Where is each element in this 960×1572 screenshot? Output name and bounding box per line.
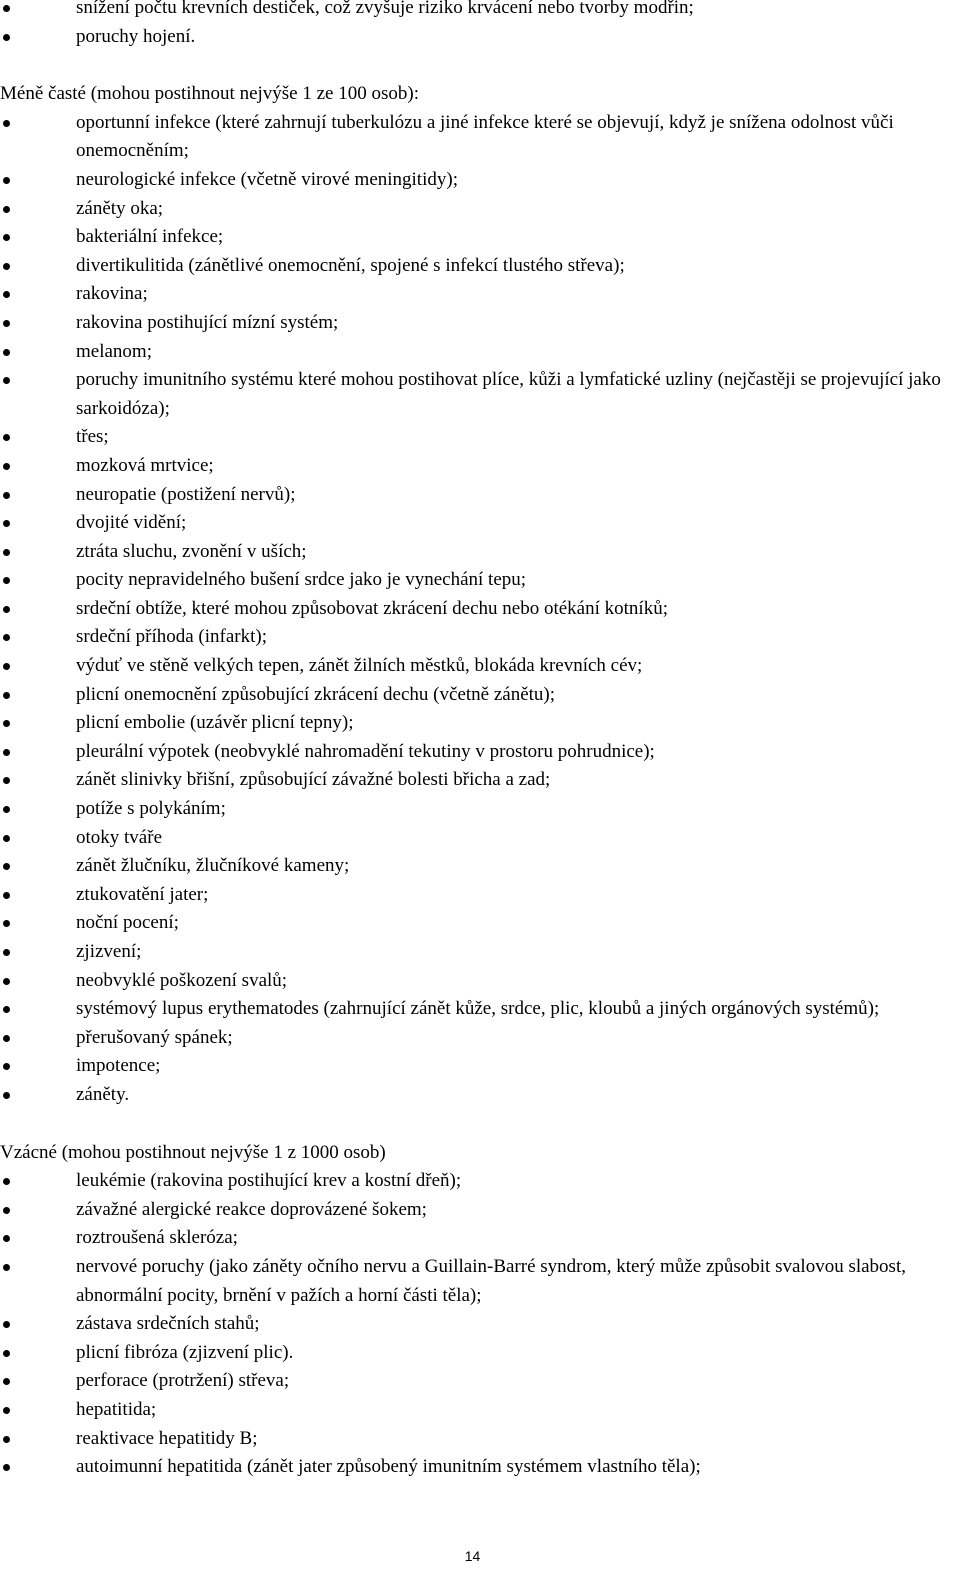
list-item-text: divertikulitida (zánětlivé onemocnění, spojené s infekcí tlustého střeva);	[76, 254, 625, 276]
list-item	[0, 852, 960, 881]
list-item	[0, 481, 960, 510]
list-item	[0, 166, 960, 195]
bullet-icon	[3, 1178, 10, 1185]
list-item-text: záněty.	[76, 1083, 130, 1105]
list-item-text: leukémie (rakovina postihující krev a kostní dřeň);	[76, 1170, 462, 1192]
list-item-text: plicní embolie (uzávěr plicní tepny);	[76, 712, 354, 734]
list-item	[0, 252, 960, 281]
list-item-text: třes;	[76, 426, 109, 448]
bullet-icon	[3, 1035, 10, 1042]
list-item	[0, 195, 960, 224]
bullet-list-rare	[0, 1167, 960, 1482]
bullet-icon	[3, 1092, 10, 1099]
bullet-icon	[3, 463, 10, 470]
list-item	[0, 623, 960, 652]
list-item-text: záněty oka;	[76, 197, 164, 219]
list-item	[0, 1396, 960, 1425]
bullet-icon	[3, 234, 10, 241]
list-item-text: ztráta sluchu, zvonění v uších;	[76, 540, 307, 562]
bullet-icon	[3, 1350, 10, 1357]
list-item-text: zánět žlučníku, žlučníkové kameny;	[76, 855, 350, 877]
list-item-text: srdeční obtíže, které mohou způsobovat zkrácení dechu nebo otékání kotníků;	[76, 597, 668, 619]
list-item	[0, 881, 960, 910]
bullet-icon	[3, 634, 10, 641]
bullet-icon	[3, 377, 10, 384]
list-item-text: hepatitida;	[76, 1398, 157, 1420]
list-item	[0, 0, 960, 23]
list-item	[0, 824, 960, 853]
list-item-text: rakovina;	[76, 283, 148, 305]
bullet-icon	[3, 606, 10, 613]
list-item	[0, 1253, 960, 1310]
bullet-list-top	[0, 0, 960, 51]
bullet-icon	[3, 177, 10, 184]
section-heading-uncommon: Méně časté (mohou postihnout nejvýše 1 ze 100 osob):	[0, 83, 419, 105]
bullet-icon	[3, 577, 10, 584]
list-item-text: pocity nepravidelného bušení srdce jako je vynechání tepu;	[76, 569, 527, 591]
list-item	[0, 1339, 960, 1368]
bullet-icon	[3, 263, 10, 270]
list-item-text: pleurální výpotek (neobvyklé nahromadění tekutiny v prostoru pohrudnice);	[76, 740, 655, 762]
list-item	[0, 309, 960, 338]
list-item	[0, 280, 960, 309]
list-item	[0, 995, 960, 1024]
list-item	[0, 766, 960, 795]
list-item-text: srdeční příhoda (infarkt);	[76, 626, 267, 648]
bullet-icon	[3, 920, 10, 927]
list-item	[0, 23, 960, 52]
list-item	[0, 452, 960, 481]
list-item	[0, 338, 960, 367]
list-item	[0, 109, 960, 166]
bullet-icon	[3, 549, 10, 556]
list-item-text: snížení počtu krevních destiček, což zvyšuje riziko krvácení nebo tvorby modřin;	[76, 0, 694, 18]
bullet-icon	[3, 320, 10, 327]
list-item	[0, 1081, 960, 1110]
list-item-text: dvojité vidění;	[76, 512, 187, 534]
list-item-text: plicní fibróza (zjizvení plic).	[76, 1341, 294, 1363]
section-heading-rare: Vzácné (mohou postihnout nejvýše 1 z 1000 osob)	[0, 1141, 386, 1163]
bullet-icon	[3, 1235, 10, 1242]
list-item	[0, 652, 960, 681]
list-item-text: zánět slinivky břišní, způsobující závažné bolesti břicha a zad;	[76, 769, 551, 791]
list-item	[0, 1167, 960, 1196]
list-item-text: melanom;	[76, 340, 152, 362]
bullet-icon	[3, 692, 10, 699]
list-item-text: neurologické infekce (včetně virové meningitidy);	[76, 168, 458, 190]
bullet-icon	[3, 206, 10, 213]
list-item	[0, 538, 960, 567]
bullet-icon	[3, 978, 10, 985]
list-item	[0, 1425, 960, 1454]
list-item-text: zjizvení;	[76, 941, 142, 962]
list-item-text: mozková mrtvice;	[76, 454, 214, 476]
list-item	[0, 423, 960, 452]
bullet-icon	[3, 892, 10, 899]
bullet-icon	[3, 1006, 10, 1013]
bullet-list-uncommon	[0, 109, 960, 1110]
bullet-icon	[3, 863, 10, 870]
list-item	[0, 1310, 960, 1339]
list-item-text: roztroušená skleróza;	[76, 1227, 238, 1249]
list-item-text: otoky tváře	[76, 826, 163, 848]
bullet-icon	[3, 720, 10, 727]
list-item-text: poruchy hojení.	[76, 25, 196, 47]
bullet-icon	[3, 1436, 10, 1443]
list-item	[0, 1453, 960, 1482]
paragraph-gap	[0, 1110, 960, 1139]
page-number: 14	[464, 1548, 481, 1564]
bullet-icon	[3, 663, 10, 670]
bullet-icon	[3, 1063, 10, 1070]
list-item	[0, 938, 960, 967]
bullet-icon	[3, 749, 10, 756]
bullet-icon	[3, 5, 10, 12]
list-item	[0, 1367, 960, 1396]
list-item	[0, 709, 960, 738]
paragraph-gap	[0, 51, 960, 80]
list-item-text: autoimunní hepatitida (zánět jater způsobený imunitním systémem vlastního těla);	[76, 1456, 701, 1478]
list-item	[0, 1224, 960, 1253]
list-item	[0, 967, 960, 996]
list-item-text: impotence;	[76, 1055, 161, 1077]
bullet-icon	[3, 291, 10, 298]
bullet-icon	[3, 34, 10, 41]
list-item-text: přerušovaný spánek;	[76, 1026, 233, 1048]
bullet-icon	[3, 1207, 10, 1214]
list-item	[0, 1052, 960, 1081]
bullet-icon	[3, 949, 10, 956]
list-item-text: závažné alergické reakce doprovázené šokem;	[76, 1198, 427, 1220]
list-item	[0, 509, 960, 538]
list-item	[0, 366, 960, 423]
bullet-icon	[3, 1464, 10, 1471]
list-item-text: rakovina postihující mízní systém;	[76, 311, 339, 333]
bullet-icon	[3, 520, 10, 527]
bullet-icon	[3, 434, 10, 441]
bullet-icon	[3, 492, 10, 499]
bullet-icon	[3, 835, 10, 842]
list-item-text: zástava srdečních stahů;	[76, 1313, 260, 1335]
list-item-text: potíže s polykáním;	[76, 798, 226, 820]
bullet-icon	[3, 1264, 10, 1271]
list-item	[0, 566, 960, 595]
list-item-text: neuropatie (postižení nervů);	[76, 483, 296, 505]
list-item-text: výduť ve stěně velkých tepen, zánět žilních městků, blokáda krevních cév;	[76, 655, 643, 677]
bullet-icon	[3, 1378, 10, 1385]
list-item	[0, 223, 960, 252]
bullet-icon	[3, 120, 10, 127]
list-item-text: ztukovatění jater;	[76, 883, 209, 905]
list-item-text: perforace (protržení) střeva;	[76, 1370, 290, 1392]
list-item-text: plicní onemocnění způsobující zkrácení dechu (včetně zánětu);	[76, 683, 556, 705]
list-item-text: poruchy imunitního systému které mohou postihovat plíce, kůži a lymfatické uzliny (nejčastěji se projevující jako sarkoidóza);	[76, 369, 941, 419]
list-item-text: nervové poruchy (jako záněty očního nervu a Guillain-Barré syndrom, který může způsobit svalovou slabost, abnormální pocity, brnění v pažích a horní části těla);	[76, 1255, 906, 1306]
list-item	[0, 1196, 960, 1225]
bullet-icon	[3, 777, 10, 784]
list-item-text: neobvyklé poškození svalů;	[76, 969, 288, 991]
bullet-icon	[3, 349, 10, 356]
bullet-icon	[3, 806, 10, 813]
bullet-icon	[3, 1321, 10, 1328]
list-item-text: oportunní infekce (které zahrnují tuberkulózu a jiné infekce které se objevují, když je snížena odolnost vůči onemocněním;	[76, 111, 894, 162]
list-item	[0, 909, 960, 938]
list-item	[0, 595, 960, 624]
list-item-text: bakteriální infekce;	[76, 226, 224, 248]
list-item	[0, 681, 960, 710]
list-item-text: noční pocení;	[76, 912, 179, 934]
list-item	[0, 1024, 960, 1053]
list-item	[0, 795, 960, 824]
bullet-icon	[3, 1407, 10, 1414]
list-item-text: systémový lupus erythematodes (zahrnující zánět kůže, srdce, plic, kloubů a jiných orgánových systémů);	[76, 998, 880, 1020]
list-item	[0, 738, 960, 767]
list-item-text: reaktivace hepatitidy B;	[76, 1427, 258, 1449]
